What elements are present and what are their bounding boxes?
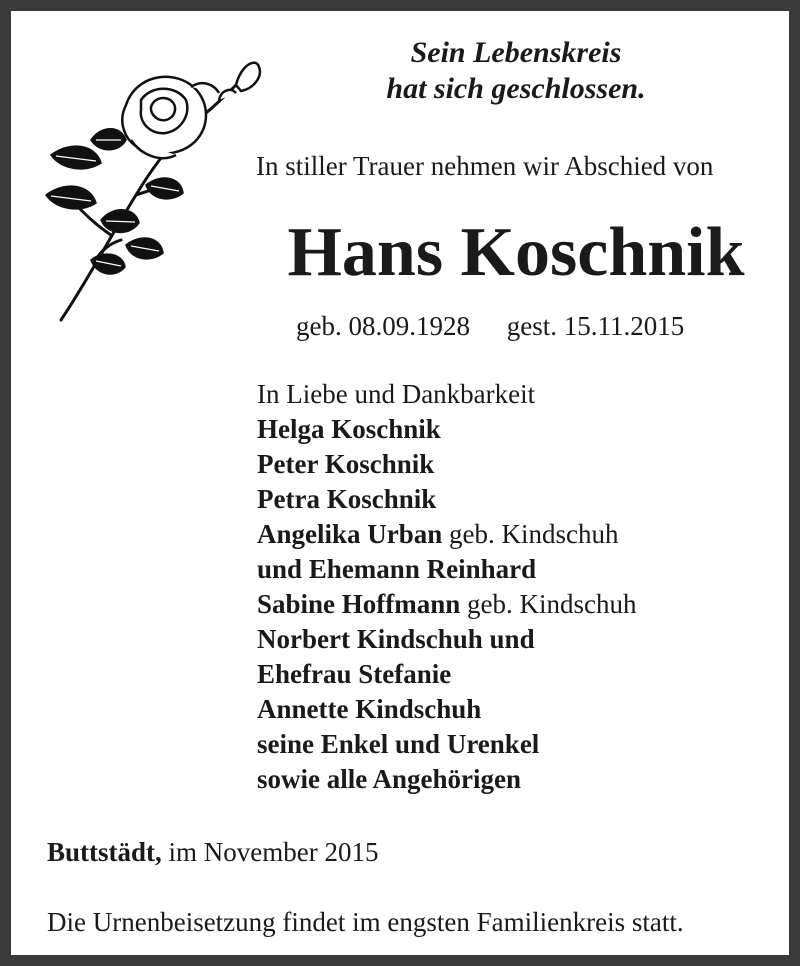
mourner-line: Ehefrau Stefanie bbox=[257, 659, 452, 689]
motto bbox=[261, 35, 771, 107]
mourner-name: Sabine Hoffmann bbox=[257, 589, 461, 619]
motto-line-1: Sein Lebenskreis bbox=[410, 36, 622, 69]
death-date: gest. 15.11.2015 bbox=[506, 311, 685, 341]
mourner-suffix: geb. Kindschuh bbox=[460, 589, 637, 619]
place-date bbox=[47, 837, 378, 868]
mourner-name: Angelika Urban bbox=[257, 519, 443, 549]
mourner-line bbox=[257, 587, 637, 622]
motto-line-2: hat sich geschlossen. bbox=[386, 72, 646, 105]
mourner-line: seine Enkel und Urenkel bbox=[257, 729, 540, 759]
intro-text: In stiller Trauer nehmen wir Abschied von bbox=[256, 151, 714, 181]
mourner-line bbox=[257, 517, 637, 552]
birth-date: geb. 08.09.1928 bbox=[296, 311, 470, 341]
mourner-line: sowie alle Angehörigen bbox=[257, 764, 521, 794]
mourner-line: Annette Kindschuh bbox=[257, 694, 482, 724]
life-dates bbox=[296, 311, 684, 342]
mourner-line: und Ehemann Reinhard bbox=[257, 554, 537, 584]
deceased-name: Hans Koschnik bbox=[287, 214, 745, 291]
mourner-suffix: geb. Kindschuh bbox=[442, 519, 619, 549]
burial-note: Die Urnenbeisetzung findet im engsten Familienkreis statt. bbox=[47, 907, 684, 937]
mourner-line: Helga Koschnik bbox=[257, 414, 441, 444]
mourners-intro: In Liebe und Dankbarkeit bbox=[257, 379, 536, 409]
town: Buttstädt, bbox=[47, 837, 162, 867]
date-text: im November 2015 bbox=[161, 837, 379, 867]
mourners-list bbox=[257, 377, 637, 797]
mourner-line: Petra Koschnik bbox=[257, 484, 437, 514]
rose-icon bbox=[41, 45, 271, 325]
mourner-line: Peter Koschnik bbox=[257, 449, 435, 479]
mourner-line: Norbert Kindschuh und bbox=[257, 624, 535, 654]
